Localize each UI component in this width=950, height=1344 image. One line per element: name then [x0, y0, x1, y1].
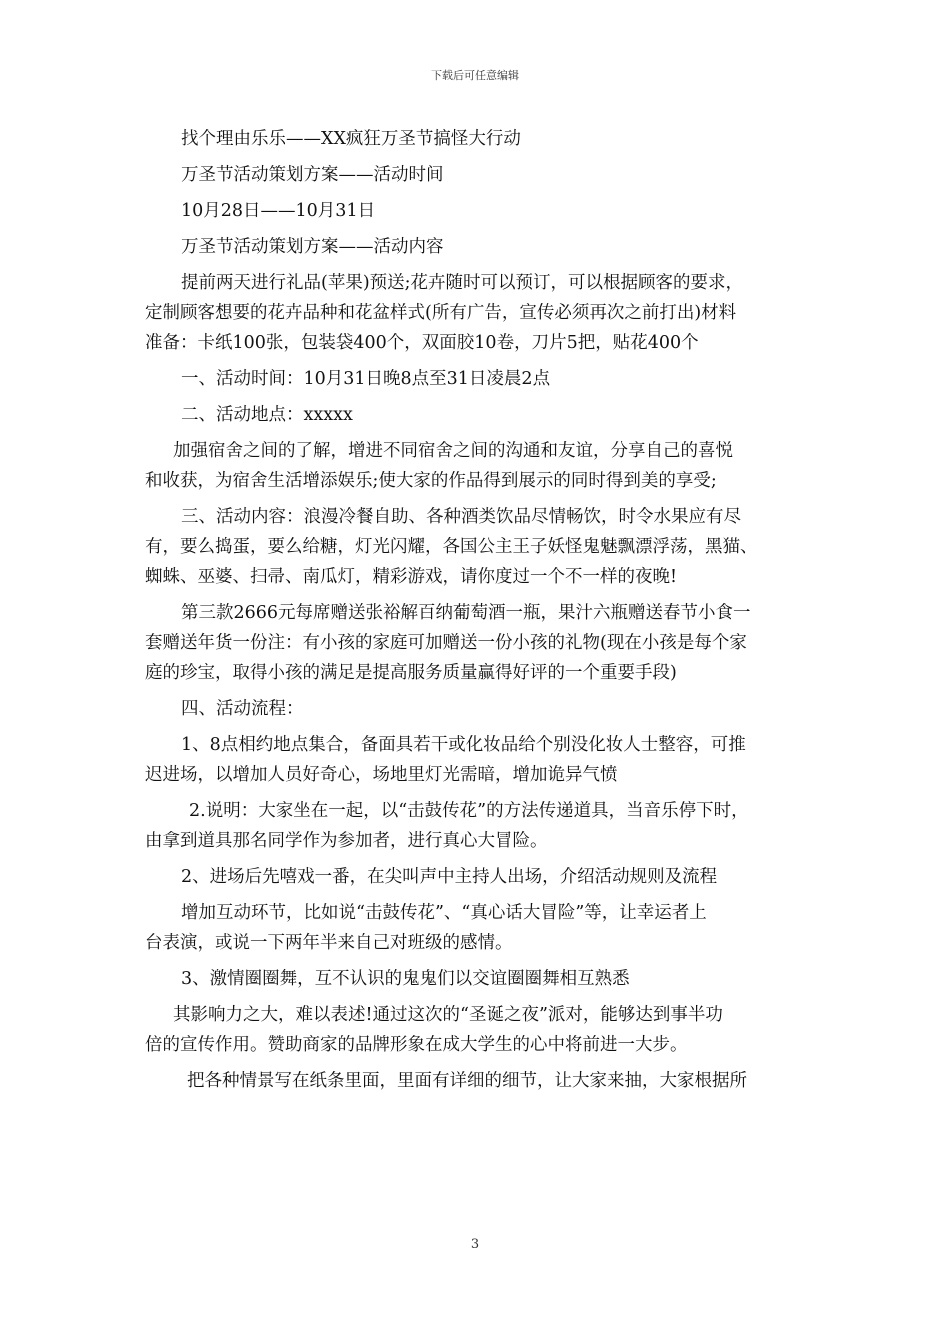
- text-line: 有，要么捣蛋，要么给糖，灯光闪耀，各国公主王子妖怪鬼魅飘漂浮荡，黑猫、: [145, 537, 758, 557]
- text-line: 提前两天进行礼品(苹果)预送;花卉随时可以预订，可以根据顾客的要求，: [181, 273, 744, 293]
- text-line: 第三款2666元每席赠送张裕解百纳葡萄酒一瓶，果汁六瓶赠送春节小食一: [181, 603, 751, 623]
- page-number: 3: [470, 1237, 480, 1252]
- text-line: 把各种情景写在纸条里面，里面有详细的细节，让大家来抽，大家根据所: [187, 1071, 747, 1091]
- text-line: 增加互动环节，比如说“击鼓传花”、“真心话大冒险”等，让幸运者上: [181, 903, 707, 923]
- text-line: 三、活动内容：浪漫冷餐自助、各种酒类饮品尽情畅饮，时令水果应有尽: [181, 507, 741, 527]
- text-line: 迟进场，以增加人员好奇心，场地里灯光需暗，增加诡异气愤: [145, 765, 618, 785]
- text-line: 庭的珍宝，取得小孩的满足是提高服务质量赢得好评的一个重要手段): [145, 663, 677, 683]
- text-line: 1、8点相约地点集合，备面具若干或化妆品给个别没化妆人士整容，可推: [181, 735, 746, 755]
- text-line: 二、活动地点：xxxxx: [181, 405, 353, 425]
- text-line: 四、活动流程：: [181, 699, 304, 719]
- text-line: 由拿到道具那名同学作为参加者，进行真心大冒险。: [145, 831, 548, 851]
- text-line: 台表演，或说一下两年半来自己对班级的感情。: [145, 933, 513, 953]
- text-line: 找个理由乐乐——XX疯狂万圣节搞怪大行动: [181, 129, 521, 149]
- text-line: 准备：卡纸100张，包装袋400个，双面胶10卷，刀片5把，贴花400个: [145, 333, 699, 353]
- text-line: 套赠送年货一份注：有小孩的家庭可加赠送一份小孩的礼物(现在小孩是每个家: [145, 633, 747, 653]
- text-line: 3、激情圈圈舞，互不认识的鬼鬼们以交谊圈圈舞相互熟悉: [181, 969, 630, 989]
- text-line: 10月28日——10月31日: [181, 201, 376, 221]
- text-line: 2、进场后先嘻戏一番，在尖叫声中主持人出场，介绍活动规则及流程: [181, 867, 718, 887]
- text-line: 万圣节活动策划方案——活动内容: [181, 237, 444, 257]
- text-line: 蜘蛛、巫婆、扫帚、南瓜灯，精彩游戏，请你度过一个不一样的夜晚!: [145, 567, 678, 587]
- page-header: 下载后可任意编辑: [431, 69, 519, 82]
- text-line: 万圣节活动策划方案——活动时间: [181, 165, 444, 185]
- document-body: [145, 124, 825, 1096]
- text-line: 2.说明：大家坐在一起，以“击鼓传花”的方法传递道具，当音乐停下时，: [189, 801, 749, 821]
- text-line: 定制顾客想要的花卉品种和花盆样式(所有广告，宣传必须再次之前打出)材料: [145, 303, 737, 323]
- text-line: 加强宿舍之间的了解，增进不同宿舍之间的沟通和友谊，分享自己的喜悦: [173, 441, 733, 461]
- text-line: 其影响力之大，难以表述!通过这次的“圣诞之夜”派对，能够达到事半功: [173, 1005, 723, 1025]
- text-line: 一、活动时间：10月31日晚8点至31日凌晨2点: [181, 369, 551, 389]
- text-line: 和收获，为宿舍生活增添娱乐;使大家的作品得到展示的同时得到美的享受;: [145, 471, 717, 491]
- text-line: 倍的宣传作用。赞助商家的品牌形象在成大学生的心中将前进一大步。: [145, 1035, 688, 1055]
